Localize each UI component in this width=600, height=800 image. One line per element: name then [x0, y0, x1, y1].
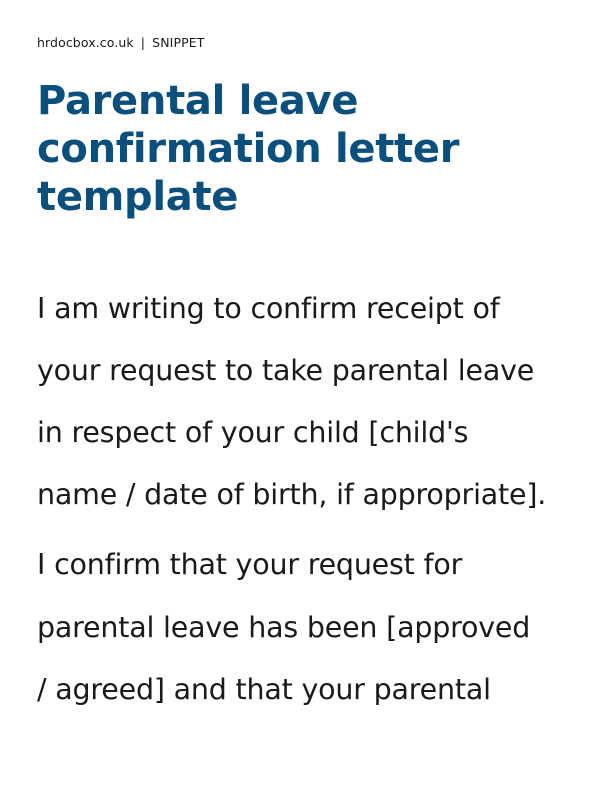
site-name[interactable]: hrdocbox.co.uk: [37, 35, 134, 50]
paragraph-line: I am writing to confirm receipt of: [37, 292, 500, 325]
paragraph-line: your request to take parental leave: [37, 354, 535, 387]
title-line: Parental leave: [37, 78, 359, 124]
title-line: template: [37, 174, 239, 220]
paragraph-line: / agreed] and that your parental: [37, 673, 491, 706]
paragraph-line: in respect of your child [child's: [37, 416, 469, 449]
header-separator: |: [140, 35, 146, 50]
source-header: [37, 35, 204, 50]
paragraph-line: parental leave has been [approved: [37, 611, 531, 644]
paragraph-line: name / date of birth, if appropriate].: [37, 478, 547, 511]
paragraph-line: I confirm that your request for: [37, 548, 463, 581]
title-line: confirmation letter: [37, 126, 460, 172]
page-title: [37, 77, 577, 221]
section-label: SNIPPET: [152, 35, 205, 50]
